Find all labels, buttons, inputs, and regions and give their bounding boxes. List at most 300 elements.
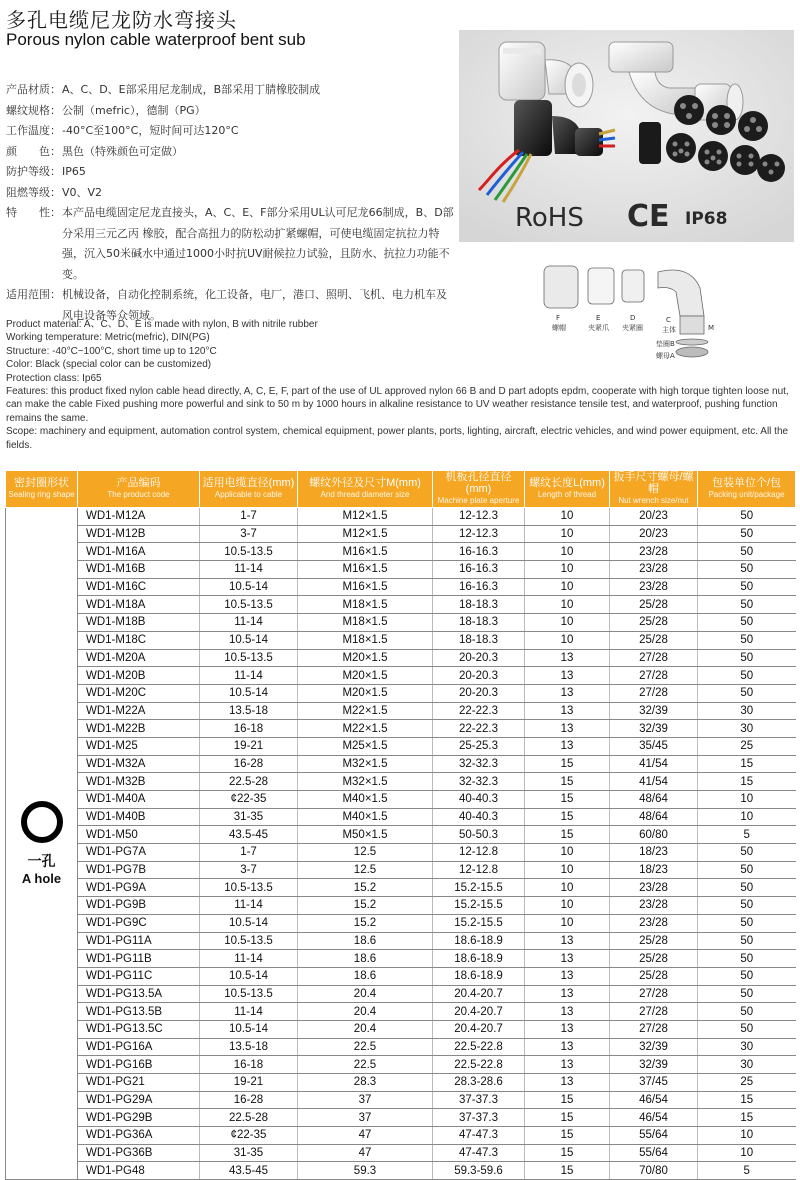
plate-aperture-cell: 20-20.3 <box>433 649 525 667</box>
thread-length-cell: 15 <box>525 1109 610 1127</box>
wrench-size-cell: 23/28 <box>610 897 698 915</box>
table-row <box>6 985 796 1003</box>
thread-length-cell: 15 <box>525 755 610 773</box>
packing-unit-cell: 50 <box>698 844 796 862</box>
packing-unit-cell: 10 <box>698 1127 796 1145</box>
table-row <box>6 1003 796 1021</box>
cable-diameter-cell: 22.5-28 <box>200 773 298 791</box>
table-header-row <box>6 471 796 508</box>
wrench-size-cell: 25/28 <box>610 932 698 950</box>
wrench-size-cell: 20/23 <box>610 525 698 543</box>
plate-aperture-cell: 20-20.3 <box>433 684 525 702</box>
plate-aperture-cell: 12-12.8 <box>433 844 525 862</box>
header-cn: 螺纹长度L(mm) <box>529 477 605 489</box>
thread-size-cell: M22×1.5 <box>298 702 433 720</box>
packing-unit-cell: 50 <box>698 667 796 685</box>
table-row <box>6 667 796 685</box>
cable-diameter-cell: 16-18 <box>200 1056 298 1074</box>
product-code-cell: WD1-PG16A <box>78 1038 200 1056</box>
table-row <box>6 525 796 543</box>
wrench-size-cell: 25/28 <box>610 614 698 632</box>
label-a-name: 螺母A <box>656 352 675 360</box>
product-code-cell: WD1-M18B <box>78 614 200 632</box>
shape-label-en: A hole <box>21 871 62 887</box>
cable-diameter-cell: 3-7 <box>200 861 298 879</box>
thread-size-cell: M12×1.5 <box>298 508 433 526</box>
header-en: The product code <box>107 490 170 499</box>
thread-length-cell: 13 <box>525 737 610 755</box>
wrench-size-cell: 25/28 <box>610 596 698 614</box>
thread-size-cell: 12.5 <box>298 861 433 879</box>
packing-unit-cell: 15 <box>698 773 796 791</box>
cable-diameter-cell: 31-35 <box>200 808 298 826</box>
cable-diameter-cell: 22.5-28 <box>200 1109 298 1127</box>
table-row <box>6 791 796 809</box>
label-e-letter: E <box>596 314 601 322</box>
part-d-ring <box>622 270 644 302</box>
wrench-size-cell: 25/28 <box>610 967 698 985</box>
header-en: And thread diameter size <box>320 490 410 499</box>
spec-cn-label: 阻燃等级： <box>6 185 61 199</box>
table-row <box>6 631 796 649</box>
product-code-cell: WD1-PG36A <box>78 1127 200 1145</box>
cable-diameter-cell: 3-7 <box>200 525 298 543</box>
product-code-cell: WD1-PG7B <box>78 861 200 879</box>
spec-cn-label: 工作温度： <box>6 124 61 137</box>
thread-size-cell: 47 <box>298 1144 433 1162</box>
thread-size-cell: M20×1.5 <box>298 667 433 685</box>
cable-diameter-cell: 1-7 <box>200 508 298 526</box>
wrench-size-cell: 27/28 <box>610 667 698 685</box>
packing-unit-cell: 50 <box>698 525 796 543</box>
wrench-size-cell: 27/28 <box>610 649 698 667</box>
wrench-size-cell: 23/28 <box>610 914 698 932</box>
packing-unit-cell: 50 <box>698 932 796 950</box>
table-row <box>6 1162 796 1180</box>
product-code-cell: WD1-M20C <box>78 684 200 702</box>
thread-length-cell: 10 <box>525 897 610 915</box>
wrench-size-cell: 46/54 <box>610 1109 698 1127</box>
product-code-cell: WD1-M18A <box>78 596 200 614</box>
wrench-size-cell: 32/39 <box>610 1038 698 1056</box>
wrench-size-cell: 27/28 <box>610 985 698 1003</box>
table-row <box>6 508 796 526</box>
product-code-cell: WD1-M22A <box>78 702 200 720</box>
product-code-cell: WD1-PG21 <box>78 1074 200 1092</box>
packing-unit-cell: 50 <box>698 967 796 985</box>
table-row <box>6 596 796 614</box>
thread-length-cell: 10 <box>525 543 610 561</box>
table-row <box>6 561 796 579</box>
wrench-size-cell: 23/28 <box>610 879 698 897</box>
table-row <box>6 861 796 879</box>
product-code-cell: WD1-PG16B <box>78 1056 200 1074</box>
cable-diameter-cell: 16-28 <box>200 1091 298 1109</box>
product-code-cell: WD1-M32A <box>78 755 200 773</box>
packing-unit-cell: 10 <box>698 1144 796 1162</box>
packing-unit-cell: 50 <box>698 914 796 932</box>
cable-diameter-cell: 10.5-14 <box>200 914 298 932</box>
packing-unit-cell: 30 <box>698 1038 796 1056</box>
cable-diameter-cell: 10.5-14 <box>200 684 298 702</box>
wrench-size-cell: 46/54 <box>610 1091 698 1109</box>
cable-diameter-cell: ¢22-35 <box>200 1127 298 1145</box>
spec-structure-en: Structure: -40°C~100°C, short time up to 120°C <box>6 345 217 357</box>
thread-size-cell: M16×1.5 <box>298 561 433 579</box>
label-m: M <box>708 324 715 332</box>
plate-aperture-cell: 16-16.3 <box>433 578 525 596</box>
thread-size-cell: M18×1.5 <box>298 631 433 649</box>
product-code-cell: WD1-PG13.5B <box>78 1003 200 1021</box>
packing-unit-cell: 50 <box>698 950 796 968</box>
table-row <box>6 1038 796 1056</box>
table-row <box>6 684 796 702</box>
plate-aperture-cell: 18.6-18.9 <box>433 932 525 950</box>
thread-length-cell: 10 <box>525 561 610 579</box>
product-code-cell: WD1-PG11C <box>78 967 200 985</box>
plate-aperture-cell: 15.2-15.5 <box>433 897 525 915</box>
thread-size-cell: M20×1.5 <box>298 649 433 667</box>
part-e-claw <box>588 268 614 304</box>
table-row <box>6 1109 796 1127</box>
spec-cn-row <box>6 162 456 183</box>
plate-aperture-cell: 22-22.3 <box>433 702 525 720</box>
thread-length-cell: 15 <box>525 1127 610 1145</box>
table-row <box>6 897 796 915</box>
plate-aperture-cell: 59.3-59.6 <box>433 1162 525 1180</box>
thread-size-cell: M18×1.5 <box>298 614 433 632</box>
plate-aperture-cell: 12-12.3 <box>433 525 525 543</box>
cable-diameter-cell: 11-14 <box>200 614 298 632</box>
thread-size-cell: 28.3 <box>298 1074 433 1092</box>
product-code-cell: WD1-M16C <box>78 578 200 596</box>
label-e-name: 夹紧爪 <box>588 324 609 332</box>
label-c-letter: C <box>666 316 671 324</box>
packing-unit-cell: 50 <box>698 861 796 879</box>
plate-aperture-cell: 22.5-22.8 <box>433 1056 525 1074</box>
table-row <box>6 578 796 596</box>
table-row <box>6 755 796 773</box>
part-f-nut <box>544 266 578 308</box>
wrench-size-cell: 37/45 <box>610 1074 698 1092</box>
thread-size-cell: 37 <box>298 1091 433 1109</box>
label-b-name: 垫圈B <box>656 340 675 348</box>
spec-cn-row <box>6 80 456 101</box>
wrench-size-cell: 23/28 <box>610 561 698 579</box>
product-code-cell: WD1-PG11A <box>78 932 200 950</box>
plate-aperture-cell: 12-12.3 <box>433 508 525 526</box>
spec-cn-row <box>6 183 456 204</box>
table-row <box>6 950 796 968</box>
product-code-cell: WD1-M18C <box>78 631 200 649</box>
cable-diameter-cell: 10.5-13.5 <box>200 596 298 614</box>
plate-aperture-cell: 20.4-20.7 <box>433 985 525 1003</box>
product-code-cell: WD1-M20B <box>78 667 200 685</box>
thread-length-cell: 13 <box>525 985 610 1003</box>
product-code-cell: WD1-PG7A <box>78 844 200 862</box>
table-header-cell <box>525 471 610 508</box>
spec-cn-label: 防护等级： <box>6 165 61 178</box>
thread-length-cell: 13 <box>525 932 610 950</box>
product-code-cell: WD1-PG13.5A <box>78 985 200 1003</box>
wrench-size-cell: 60/80 <box>610 826 698 844</box>
spec-cn-label: 颜 色： <box>6 144 61 158</box>
thread-size-cell: M16×1.5 <box>298 543 433 561</box>
spec-cn-value: 机械设备，自动化控制系统，化工设备，电厂，港口、照明、飞机、电力机车及风电设备等众领域。 <box>62 288 447 322</box>
table-row <box>6 1074 796 1092</box>
header-cn: 机板孔径直径(mm) <box>445 471 512 495</box>
thread-size-cell: 18.6 <box>298 967 433 985</box>
wrench-size-cell: 27/28 <box>610 1020 698 1038</box>
packing-unit-cell: 10 <box>698 808 796 826</box>
thread-length-cell: 10 <box>525 596 610 614</box>
ce-mark: CE <box>627 199 670 234</box>
product-photo-illustration <box>459 30 794 242</box>
wrench-size-cell: 23/28 <box>610 543 698 561</box>
thread-length-cell: 13 <box>525 1003 610 1021</box>
thread-size-cell: 20.4 <box>298 985 433 1003</box>
cable-diameter-cell: 10.5-14 <box>200 631 298 649</box>
label-d-name: 夹紧圈 <box>622 324 643 332</box>
cable-diameter-cell: 19-21 <box>200 737 298 755</box>
product-code-cell: WD1-M16B <box>78 561 200 579</box>
product-code-cell: WD1-M25 <box>78 737 200 755</box>
plate-aperture-cell: 18.6-18.9 <box>433 950 525 968</box>
thread-length-cell: 13 <box>525 1020 610 1038</box>
thread-size-cell: 18.6 <box>298 950 433 968</box>
shape-label-cn: 一孔 <box>27 853 56 870</box>
wrench-size-cell: 20/23 <box>610 508 698 526</box>
table-row <box>6 1056 796 1074</box>
wrench-size-cell: 48/64 <box>610 791 698 809</box>
thread-length-cell: 10 <box>525 578 610 596</box>
table-row <box>6 844 796 862</box>
plate-aperture-cell: 37-37.3 <box>433 1109 525 1127</box>
product-code-cell: WD1-PG9A <box>78 879 200 897</box>
cable-diameter-cell: 10.5-13.5 <box>200 649 298 667</box>
thread-size-cell: M50×1.5 <box>298 826 433 844</box>
product-code-cell: WD1-PG36B <box>78 1144 200 1162</box>
table-row <box>6 1091 796 1109</box>
packing-unit-cell: 15 <box>698 1091 796 1109</box>
packing-unit-cell: 50 <box>698 614 796 632</box>
spec-cn-row <box>6 121 456 142</box>
product-code-cell: WD1-PG48 <box>78 1162 200 1180</box>
table-header-cell <box>6 471 78 508</box>
wrench-size-cell: 32/39 <box>610 720 698 738</box>
table-row <box>6 737 796 755</box>
thread-size-cell: M25×1.5 <box>298 737 433 755</box>
product-code-cell: WD1-PG29B <box>78 1109 200 1127</box>
packing-unit-cell: 50 <box>698 561 796 579</box>
table-row <box>6 649 796 667</box>
spec-cn-value: 本产品电缆固定尼龙直接头，A、C、E、F部分采用UL认可尼龙66制成，B、D部分采用三元乙丙 橡胶，配合高扭力的防松动扩紧螺帽，可使电缆固定抗拉力特强，沉入50米碱水中通过1000小时抗UV耐候拉力试验，且防水、抗拉力功能不变。 <box>62 206 454 281</box>
cable-diameter-cell: 31-35 <box>200 1144 298 1162</box>
thread-size-cell: 59.3 <box>298 1162 433 1180</box>
thread-size-cell: 12.5 <box>298 844 433 862</box>
spec-cn-label: 特 性： <box>6 206 61 219</box>
spec-cn-row <box>6 203 456 285</box>
cable-diameter-cell: 10.5-14 <box>200 967 298 985</box>
packing-unit-cell: 30 <box>698 720 796 738</box>
spec-scope-en: Scope: machinery and equipment, automation control system, chemical equipment, power plants, ports, lighting, aircraft, electric vehicles, and wind power equipment, etc. All the fields. <box>6 426 789 451</box>
header-en: Nut wrench size/nut <box>618 496 689 505</box>
thread-length-cell: 15 <box>525 1091 610 1109</box>
table-row <box>6 614 796 632</box>
header-cn: 扳手尺寸螺母/螺帽 <box>613 471 694 495</box>
specs-en <box>6 318 792 452</box>
cable-diameter-cell: 13.5-18 <box>200 702 298 720</box>
thread-size-cell: 15.2 <box>298 897 433 915</box>
thread-length-cell: 10 <box>525 861 610 879</box>
thread-size-cell: M18×1.5 <box>298 596 433 614</box>
cable-diameter-cell: 11-14 <box>200 1003 298 1021</box>
packing-unit-cell: 25 <box>698 737 796 755</box>
cable-diameter-cell: 10.5-14 <box>200 578 298 596</box>
thread-length-cell: 15 <box>525 1144 610 1162</box>
part-c-body <box>658 270 704 316</box>
table-header-cell <box>698 471 796 508</box>
wrench-size-cell: 18/23 <box>610 844 698 862</box>
plate-aperture-cell: 22-22.3 <box>433 720 525 738</box>
specs-cn <box>6 80 456 326</box>
header-cn: 产品编码 <box>116 477 161 489</box>
product-code-cell: WD1-PG29A <box>78 1091 200 1109</box>
spec-cn-label: 产品材质： <box>6 83 61 96</box>
thread-length-cell: 15 <box>525 791 610 809</box>
thread-size-cell: M32×1.5 <box>298 755 433 773</box>
packing-unit-cell: 50 <box>698 596 796 614</box>
packing-unit-cell: 5 <box>698 826 796 844</box>
page-title-cn: 多孔电缆尼龙防水弯接头 <box>6 8 237 32</box>
wrench-size-cell: 55/64 <box>610 1127 698 1145</box>
product-code-cell: WD1-M20A <box>78 649 200 667</box>
plate-aperture-cell: 16-16.3 <box>433 543 525 561</box>
plate-aperture-cell: 47-47.3 <box>433 1127 525 1145</box>
thread-size-cell: 22.5 <box>298 1038 433 1056</box>
plate-aperture-cell: 22.5-22.8 <box>433 1038 525 1056</box>
thread-length-cell: 13 <box>525 649 610 667</box>
label-c-name: 主体 <box>662 326 676 334</box>
plate-aperture-cell: 15.2-15.5 <box>433 914 525 932</box>
spec-cn-value: A、C、D、E部采用尼龙制成，B部采用丁腈橡胶制成 <box>62 83 321 96</box>
spec-material-en: Product material: A、C、D、E is made with nylon, B with nitrile rubber <box>6 319 318 330</box>
plate-aperture-cell: 32-32.3 <box>433 755 525 773</box>
plate-aperture-cell: 18.6-18.9 <box>433 967 525 985</box>
plate-aperture-cell: 40-40.3 <box>433 808 525 826</box>
product-code-cell: WD1-M32B <box>78 773 200 791</box>
product-code-cell: WD1-M22B <box>78 720 200 738</box>
header-cn: 螺纹外径及尺寸M(mm) <box>309 477 421 489</box>
packing-unit-cell: 30 <box>698 1056 796 1074</box>
plate-aperture-cell: 18-18.3 <box>433 631 525 649</box>
header-en: Sealing ring shape <box>8 490 75 499</box>
table-row <box>6 1020 796 1038</box>
thread-length-cell: 10 <box>525 508 610 526</box>
cable-diameter-cell: 11-14 <box>200 897 298 915</box>
wrench-size-cell: 32/39 <box>610 1056 698 1074</box>
table-header-cell <box>433 471 525 508</box>
table-row <box>6 879 796 897</box>
spec-working-en: Working temperature: Metric(mefric), DIN(PG) <box>6 332 210 344</box>
thread-length-cell: 10 <box>525 844 610 862</box>
product-code-cell: WD1-PG9C <box>78 914 200 932</box>
wrench-size-cell: 41/54 <box>610 773 698 791</box>
thread-length-cell: 10 <box>525 525 610 543</box>
cable-diameter-cell: ¢22-35 <box>200 791 298 809</box>
header-en: Packing unit/package <box>708 490 785 499</box>
product-spec-table <box>5 470 796 1180</box>
thread-size-cell: 15.2 <box>298 879 433 897</box>
page-title-en: Porous nylon cable waterproof bent sub <box>6 30 306 49</box>
cable-diameter-cell: 10.5-13.5 <box>200 932 298 950</box>
spec-cn-value: 公制（mefric），德制（PG） <box>62 103 206 117</box>
thread-size-cell: M40×1.5 <box>298 808 433 826</box>
spec-color-en: Color: Black (special color can be customized) <box>6 359 212 371</box>
thread-size-cell: M16×1.5 <box>298 578 433 596</box>
header-en: Length of thread <box>537 490 597 499</box>
cable-diameter-cell: 10.5-13.5 <box>200 985 298 1003</box>
spec-cn-label: 适用范围： <box>6 288 61 301</box>
packing-unit-cell: 50 <box>698 543 796 561</box>
thread-size-cell: M12×1.5 <box>298 525 433 543</box>
packing-unit-cell: 50 <box>698 649 796 667</box>
thread-length-cell: 10 <box>525 914 610 932</box>
packing-unit-cell: 5 <box>698 1162 796 1180</box>
table-row <box>6 932 796 950</box>
wrench-size-cell: 23/28 <box>610 578 698 596</box>
product-code-cell: WD1-M12A <box>78 508 200 526</box>
product-code-cell: WD1-PG11B <box>78 950 200 968</box>
packing-unit-cell: 50 <box>698 879 796 897</box>
thread-size-cell: 37 <box>298 1109 433 1127</box>
packing-unit-cell: 50 <box>698 631 796 649</box>
thread-size-cell: 47 <box>298 1127 433 1145</box>
thread-size-cell: 18.6 <box>298 932 433 950</box>
packing-unit-cell: 25 <box>698 1074 796 1092</box>
plate-aperture-cell: 16-16.3 <box>433 561 525 579</box>
thread-size-cell: 20.4 <box>298 1020 433 1038</box>
table-row <box>6 826 796 844</box>
header-cn: 包装单位个/包 <box>711 477 782 489</box>
wrench-size-cell: 41/54 <box>610 755 698 773</box>
label-f-name: 螺帽 <box>552 324 566 332</box>
packing-unit-cell: 50 <box>698 578 796 596</box>
cable-diameter-cell: 13.5-18 <box>200 1038 298 1056</box>
wrench-size-cell: 32/39 <box>610 702 698 720</box>
thread-length-cell: 13 <box>525 950 610 968</box>
packing-unit-cell: 50 <box>698 684 796 702</box>
thread-length-cell: 13 <box>525 1074 610 1092</box>
thread-size-cell: 15.2 <box>298 914 433 932</box>
plate-aperture-cell: 47-47.3 <box>433 1144 525 1162</box>
cable-diameter-cell: 43.5-45 <box>200 826 298 844</box>
wrench-size-cell: 18/23 <box>610 861 698 879</box>
thread-length-cell: 13 <box>525 667 610 685</box>
plate-aperture-cell: 28.3-28.6 <box>433 1074 525 1092</box>
rohs-mark: RoHS <box>515 203 584 233</box>
table-header-cell <box>298 471 433 508</box>
spec-cn-row <box>6 101 456 122</box>
plate-aperture-cell: 40-40.3 <box>433 791 525 809</box>
cable-diameter-cell: 10.5-13.5 <box>200 879 298 897</box>
cable-diameter-cell: 19-21 <box>200 1074 298 1092</box>
thread-size-cell: M20×1.5 <box>298 684 433 702</box>
table-row <box>6 914 796 932</box>
thread-length-cell: 15 <box>525 1162 610 1180</box>
spec-cn-value: -40°C至100°C，短时间可达120°C <box>62 124 239 137</box>
plate-aperture-cell: 12-12.8 <box>433 861 525 879</box>
